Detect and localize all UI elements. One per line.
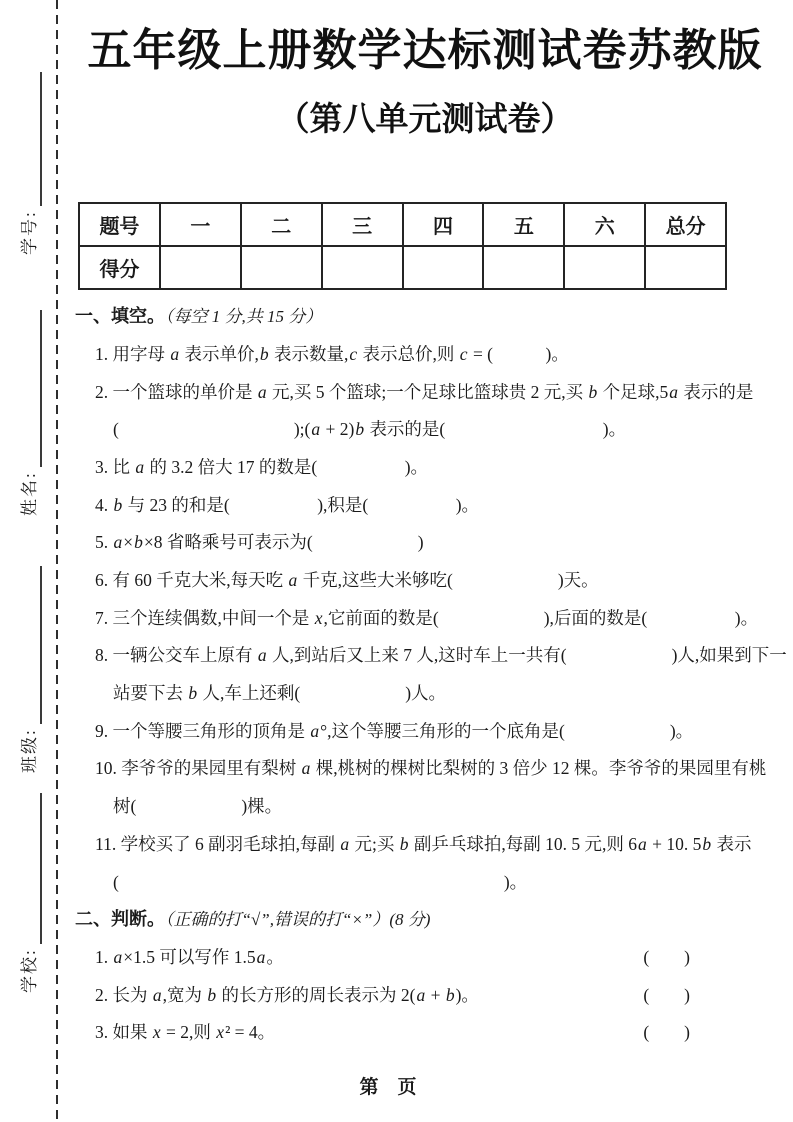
score-value-cell (645, 246, 726, 289)
school-label: 学校: (19, 948, 39, 993)
score-table (78, 202, 727, 290)
fill-question-line: 站要下去 b 人,车上还剩( )人。 (113, 683, 447, 704)
class-blank-line (12, 566, 42, 724)
fill-question-line: 11. 学校买了 6 副羽毛球拍,每副 a 元;买 b 副乒乓球拍,每副 10. 5 元,则 6a + 10. 5b 表示 (95, 833, 752, 854)
score-value-cell (403, 246, 484, 289)
judge-section-label: 二、判断。 (75, 909, 165, 930)
student-id-field (12, 72, 42, 255)
fill-section-label: 一、填空。 (75, 306, 165, 327)
fill-question-line: 10. 李爷爷的果园里有梨树 a 棵,桃树的棵树比梨树的 3 倍少 12 棵。李爷爷的果园里有桃 (95, 758, 767, 779)
score-table-header-row (79, 203, 726, 246)
student-name-field (12, 310, 42, 516)
fill-question-line: 2. 一个篮球的单价是 a 元,买 5 个篮球;一个足球比篮球贵 2 元,买 b 个足球,5a 表示的是 (95, 381, 754, 402)
fill-question-line: 8. 一辆公交车上原有 a 人,到站后又上来 7 人,这时车上一共有( )人,如果到下一 (95, 645, 787, 666)
judge-question-text: 3. 如果 x = 2,则 x² = 4。 (95, 1022, 276, 1043)
judge-question-row (75, 1014, 793, 1052)
judge-question-row (75, 939, 793, 977)
fill-question-line: 树( )棵。 (113, 796, 283, 817)
score-table-score-row (79, 246, 726, 289)
score-table-header-cell: 六 (564, 203, 645, 246)
score-table-header-cell: 题号 (79, 203, 160, 246)
student-name-label: 姓名: (19, 471, 39, 516)
score-table-header-cell: 四 (403, 203, 484, 246)
page-title: 五年级上册数学达标测试卷苏教版 (87, 26, 763, 75)
questions-area (57, 298, 793, 1052)
page-subtitle: （第八单元测试卷） (276, 99, 574, 137)
judge-question-text: 2. 长为 a,宽为 b 的长方形的周长表示为 2(a + b)。 (95, 984, 479, 1005)
score-table-header-cell: 一 (160, 203, 241, 246)
main-content (57, 0, 793, 1122)
score-value-cell (564, 246, 645, 289)
student-id-blank-line (12, 72, 42, 206)
judge-answer-brackets: ( ) (643, 946, 690, 967)
fill-question-line: 1. 用字母 a 表示单价,b 表示数量,c 表示总价,则 c = ( )。 (95, 343, 569, 364)
score-value-cell (483, 246, 564, 289)
school-field (12, 793, 42, 993)
score-table-header-cell: 总分 (645, 203, 726, 246)
judge-section-header (75, 901, 793, 939)
fill-question-line: 6. 有 60 千克大米,每天吃 a 千克,这些大米够吃( )天。 (95, 570, 599, 590)
page-number-footer: 第 页 (359, 1077, 417, 1098)
score-row-label-cell: 得分 (79, 246, 160, 289)
fill-question-line: ( );(a + 2)b 表示的是( )。 (113, 419, 627, 440)
score-value-cell (322, 246, 403, 289)
judge-section-note: （正确的打“√”,错误的打“×”）(8 分) (165, 910, 431, 930)
score-table-header-cell: 五 (483, 203, 564, 246)
student-id-label: 学号: (19, 210, 39, 255)
class-label: 班级: (19, 728, 39, 773)
fill-question-line: 9. 一个等腰三角形的顶角是 a°,这个等腰三角形的一个底角是( )。 (95, 720, 694, 741)
judge-question-text: 1. a×1.5 可以写作 1.5a。 (95, 946, 284, 967)
fill-question-line: 5. a×b×8 省略乘号可表示为( ) (95, 532, 424, 553)
fill-question-line: 3. 比 a 的 3.2 倍大 17 的数是( )。 (95, 456, 429, 477)
score-value-cell (160, 246, 241, 289)
score-table-header-cell: 二 (241, 203, 322, 246)
class-field (12, 566, 42, 773)
score-value-cell (241, 246, 322, 289)
judge-question-row (75, 977, 793, 1015)
fill-section-note: （每空 1 分,共 15 分） (165, 307, 323, 327)
judge-answer-brackets: ( ) (643, 1022, 690, 1043)
student-name-blank-line (12, 310, 42, 467)
fill-section-header (75, 298, 793, 336)
school-blank-line (12, 793, 42, 944)
fill-question-line: 7. 三个连续偶数,中间一个是 x,它前面的数是( ),后面的数是( )。 (95, 607, 759, 628)
fill-question-line: 4. b 与 23 的和是( ),积是( )。 (95, 494, 480, 515)
score-table-header-cell: 三 (322, 203, 403, 246)
fill-question-line: ( )。 (113, 871, 528, 892)
judge-answer-brackets: ( ) (643, 984, 690, 1005)
